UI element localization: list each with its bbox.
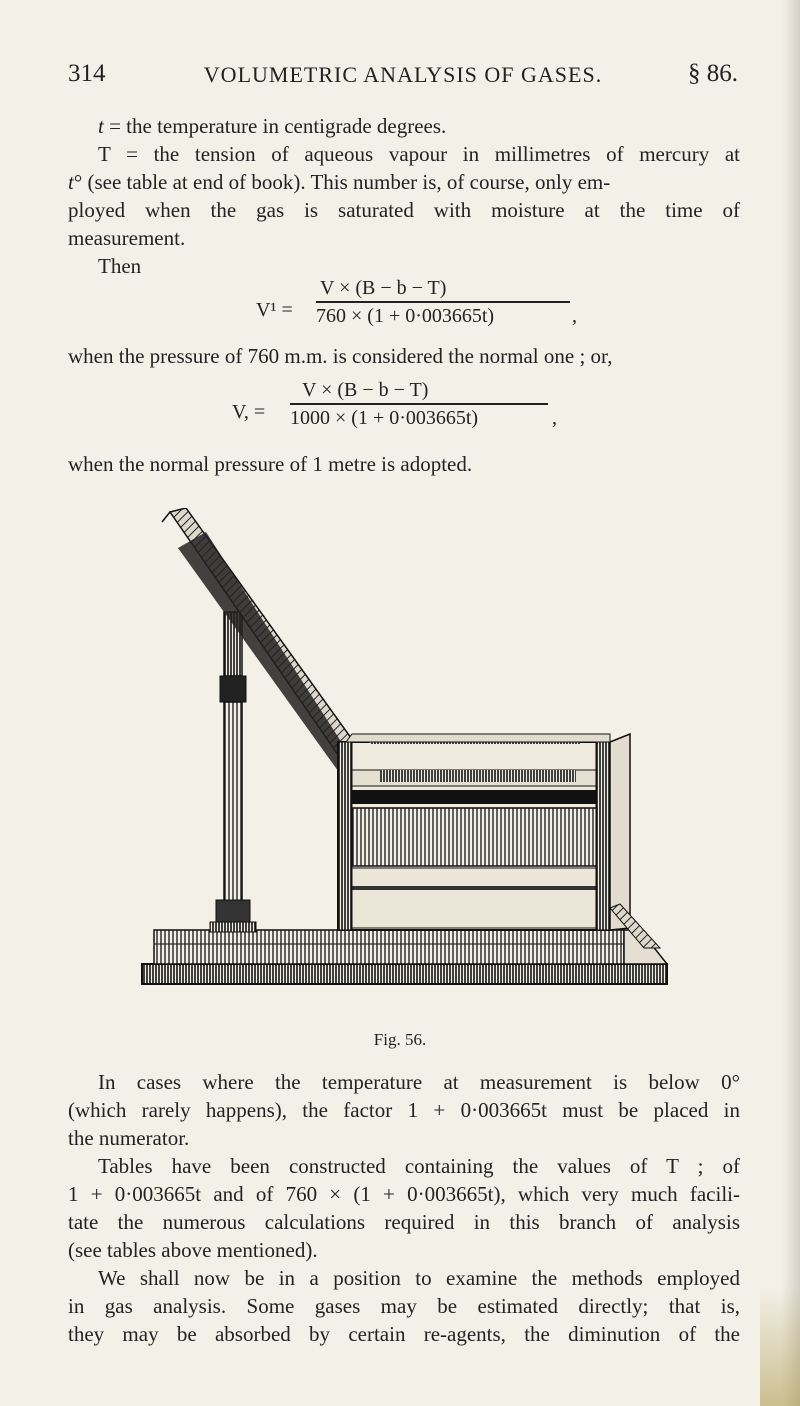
running-title: VOLUMETRIC ANALYSIS OF GASES. [203,62,603,87]
p2-line2: 1 + 0·003665t and of 760 × (1 + 0·003665t), which very much facili- [68,1182,740,1206]
page-stain [760,1286,800,1406]
formula-2-bar [290,403,548,405]
figure-caption: Fig. 56. [373,1030,427,1049]
def-T-line3: ployed when the gas is saturated with moisture at the time of [68,198,740,222]
apparatus-engraving [140,508,680,1028]
formula-2-numerator: V × (B − b − T) [302,379,429,401]
formula-1-numerator: V × (B − b − T) [320,277,447,299]
then-label: Then [98,254,142,278]
page-edge-shadow [782,0,800,1406]
formula-2-lhs: V, = [232,401,266,423]
def-t-text: = the temperature in centigrade degrees. [103,114,447,138]
formula-2-denominator: 1000 × (1 + 0·003665t) [290,407,479,429]
def-T-line2 [68,168,610,196]
formula-1-lhs: V¹ = [256,299,293,321]
var-t: t [98,114,104,138]
def-T-line4: measurement. [68,226,186,250]
trough [338,734,630,930]
inclined-tube [162,508,374,782]
running-head [68,60,738,94]
formula-1-bar [316,301,570,303]
p1-line2: (which rarely happens), the factor 1 + 0·003665t must be placed in [68,1098,740,1122]
section-number: § 86. [688,60,738,87]
page-number: 314 [68,60,106,87]
p2-line4: (see tables above mentioned). [68,1238,318,1262]
p1-line1: In cases where the temperature at measurement is below 0° [98,1070,740,1094]
p3-line2: in gas analysis. Some gases may be estimated directly; that is, [68,1294,740,1318]
var-t2: t [68,170,74,194]
formula-1-denominator: 760 × (1 + 0·003665t) [316,305,495,327]
text-normal-pressure: when the normal pressure of 1 metre is adopted. [68,452,473,476]
def-T-line1: T = the tension of aqueous vapour in millimetres of mercury at [98,142,740,166]
p2-line3: tate the numerous calculations required in this branch of analysis [68,1210,740,1234]
support-column [210,612,256,932]
p1-line3: the numerator. [68,1126,190,1150]
text-pressure-760: when the pressure of 760 m.m. is considered the normal one ; or, [68,344,613,368]
formula-1-comma: , [572,305,577,327]
def-T-line2-text: ° (see table at end of book). This number is, of course, only em- [73,170,611,194]
def-t [98,112,446,140]
formula-2-comma: , [552,407,557,429]
p2-line1: Tables have been constructed containing the values of T ; of [98,1154,740,1178]
p3-line3: they may be absorbed by certain re-agents, the diminution of the [68,1322,740,1346]
p3-line1: We shall now be in a position to examine the methods employed [98,1266,740,1290]
base-plate [142,930,667,984]
